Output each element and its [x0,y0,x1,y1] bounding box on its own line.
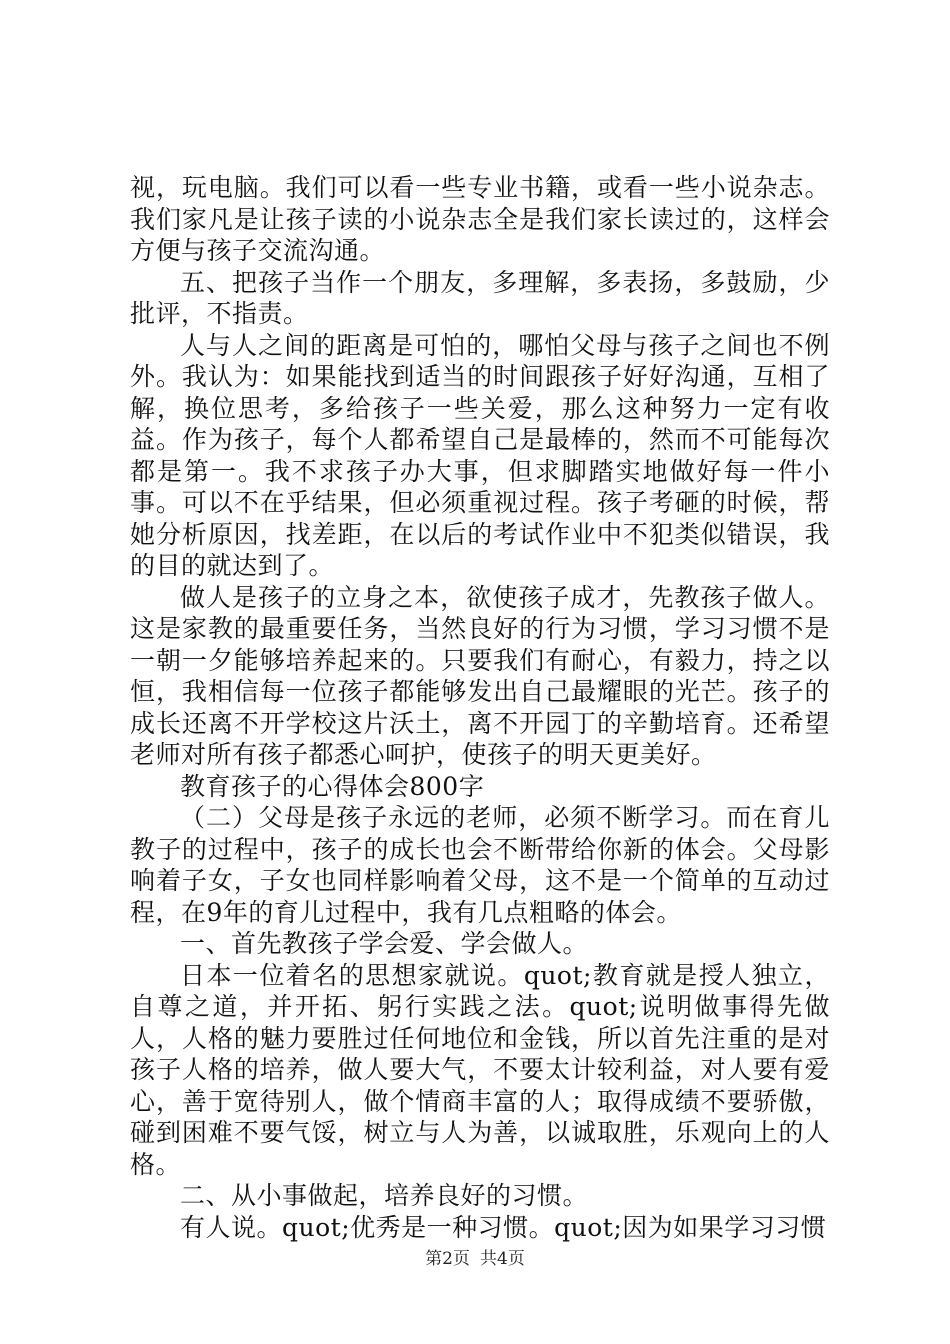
paragraph-personality: 日本一位着名的思想家就说。quot;教育就是授人独立，自尊之道，并开拓、躬行实践之法。quot;说明做事得先做人，人格的魅力要胜过任何地位和金钱，所以首先注重的是对孩子人格的培养，做人要大气，不要太计较利益，对人要有爱心，善于宽待别人，做个情商丰富的人；取得成绩不要骄傲，碰到困难不要气馁，树立与人为善，以诚取胜，乐观向上的人格。 [130,960,830,1179]
page-number: 第2页 [425,1249,470,1269]
paragraph-communication: 人与人之间的距离是可怕的，哪怕父母与孩子之间也不例外。我认为：如果能找到适当的时间跟孩子好好沟通，互相了解，换位思考，多给孩子一些关爱，那么这种努力一定有收益。作为孩子，每个人都希望自己是最棒的，然而不可能每次都是第一。我不求孩子办大事，但求脚踏实地做好每一件小事。可以不在乎结果，但必须重视过程。孩子考砸的时候，帮她分析原因，找差距，在以后的考试作业中不犯类似错误，我的目的就达到了。 [130,330,830,580]
article-title: 教育孩子的心得体会800字 [180,771,485,801]
paragraph-section-one-heading: 一、首先教孩子学会爱、学会做人。 [180,929,589,958]
page-footer [0,1244,950,1269]
paragraph-continuation: 视，玩电脑。我们可以看一些专业书籍，或看一些小说杂志。我们家凡是让孩子读的小说杂志全是我们家长读过的，这样会方便与孩子交流沟通。 [130,173,830,265]
paragraph-habits: 有人说。quot;优秀是一种习惯。quot;因为如果学习习惯 [180,1212,827,1242]
paragraph-section-five-heading: 五、把孩子当作一个朋友，多理解，多表扬，多鼓励，少批评，不指责。 [130,267,830,328]
paragraph-section-two-heading: 二、从小事做起，培养良好的习惯。 [180,1181,589,1210]
paragraph-parents-teachers: （二）父母是孩子永远的老师，必须不断学习。而在育儿教子的过程中，孩子的成长也会不断带给你新的体会。父母影响着子女，子女也同样影响着父母，这不是一个简单的互动过程，在9年的育儿过程中，我有几点粗略的体会。 [130,803,830,927]
paragraph-character: 做人是孩子的立身之本，欲使孩子成才，先教孩子做人。这是家教的最重要任务，当然良好的行为习惯，学习习惯不是一朝一夕能够培养起来的。只要我们有耐心，有毅力，持之以恒，我相信每一位孩子都能够发出自己最耀眼的光芒。孩子的成长还离不开学校这片沃土，离不开园丁的辛勤培育。还希望老师对所有孩子都悉心呵护，使孩子的明天更美好。 [130,582,830,769]
page-total: 共4页 [480,1249,525,1269]
document-body [130,172,830,1243]
